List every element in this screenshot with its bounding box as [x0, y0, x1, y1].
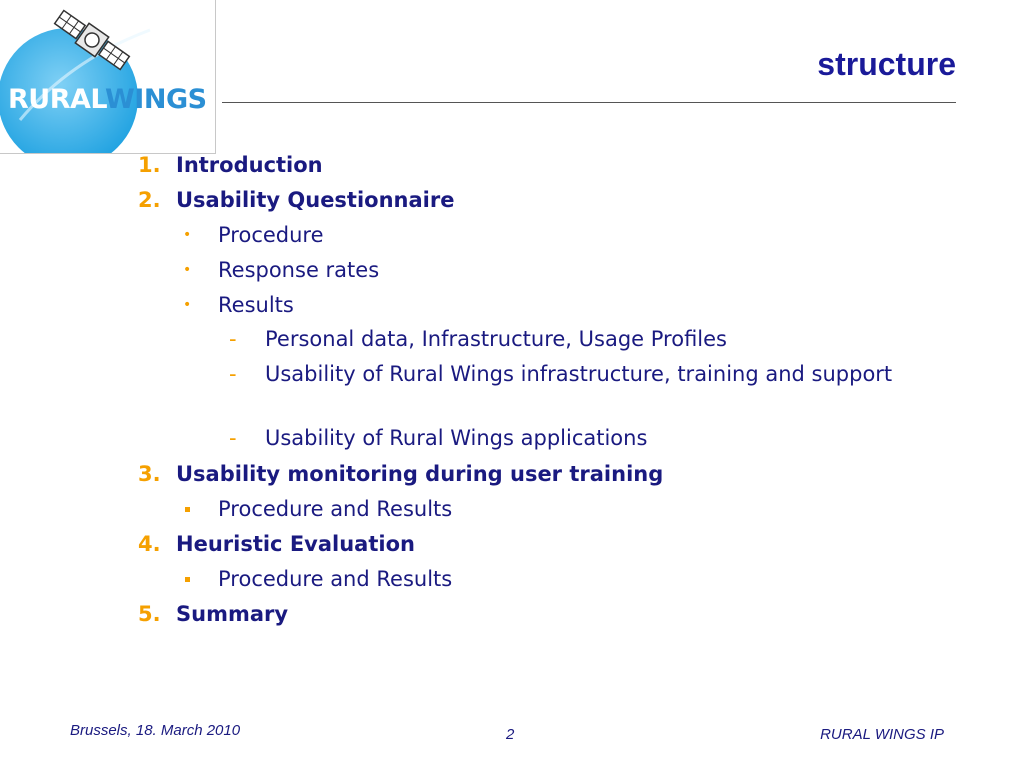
item-number: 4.: [138, 532, 161, 556]
dash-icon: -: [229, 362, 237, 386]
dash-icon: -: [229, 426, 237, 450]
outline-item-2: [138, 185, 918, 220]
item-label: Summary: [176, 602, 289, 626]
subitem-label: Response rates: [218, 258, 380, 282]
square-bullet-icon: [185, 507, 190, 512]
subitem-label: Procedure: [218, 223, 324, 247]
item-label: Usability Questionnaire: [176, 188, 455, 212]
square-bullet-icon: [185, 577, 190, 582]
item-label: Heuristic Evaluation: [176, 532, 415, 556]
outline-item-5: [138, 599, 918, 634]
logo-wordmark: [8, 84, 207, 115]
agenda-outline: [138, 150, 918, 634]
bullet-icon: •: [183, 262, 192, 278]
subsubitem-label: Usability of Rural Wings applications: [265, 426, 648, 450]
outline-subsubitem: [138, 424, 918, 459]
outline-subitem: [138, 255, 918, 290]
subsubitem-label: Usability of Rural Wings infrastructure, training and support: [265, 362, 893, 386]
footer-project: RURAL WINGS IP: [820, 726, 944, 743]
outline-subsubitem: [138, 360, 918, 424]
page-number: 2: [506, 726, 515, 743]
footer-date: Brussels, 18. March 2010: [70, 722, 241, 739]
title-divider: [222, 102, 956, 103]
outline-subitem: [138, 494, 918, 529]
subitem-label: Procedure and Results: [218, 567, 453, 591]
outline-subitem: [138, 290, 918, 325]
bullet-icon: •: [183, 297, 192, 313]
outline-item-1: [138, 150, 918, 185]
subitem-label: Results: [218, 293, 294, 317]
item-label: Usability monitoring during user training: [176, 462, 664, 486]
item-number: 1.: [138, 153, 161, 177]
satellite-icon: [0, 0, 215, 153]
logo-rural: RURAL: [8, 84, 106, 115]
outline-item-3: [138, 459, 918, 494]
logo-wings: WINGS: [105, 84, 207, 115]
item-label: Introduction: [176, 153, 323, 177]
subitem-label: Procedure and Results: [218, 497, 453, 521]
item-number: 3.: [138, 462, 161, 486]
subsubitem-label: Personal data, Infrastructure, Usage Profiles: [265, 327, 727, 351]
outline-subitem: [138, 220, 918, 255]
dash-icon: -: [229, 327, 237, 351]
bullet-icon: •: [183, 227, 192, 243]
outline-subsubitem: [138, 325, 918, 360]
outline-item-4: [138, 529, 918, 564]
logo: [0, 0, 216, 154]
outline-subitem: [138, 564, 918, 599]
slide-title: structure: [817, 46, 956, 82]
item-number: 5.: [138, 602, 161, 626]
item-number: 2.: [138, 188, 161, 212]
